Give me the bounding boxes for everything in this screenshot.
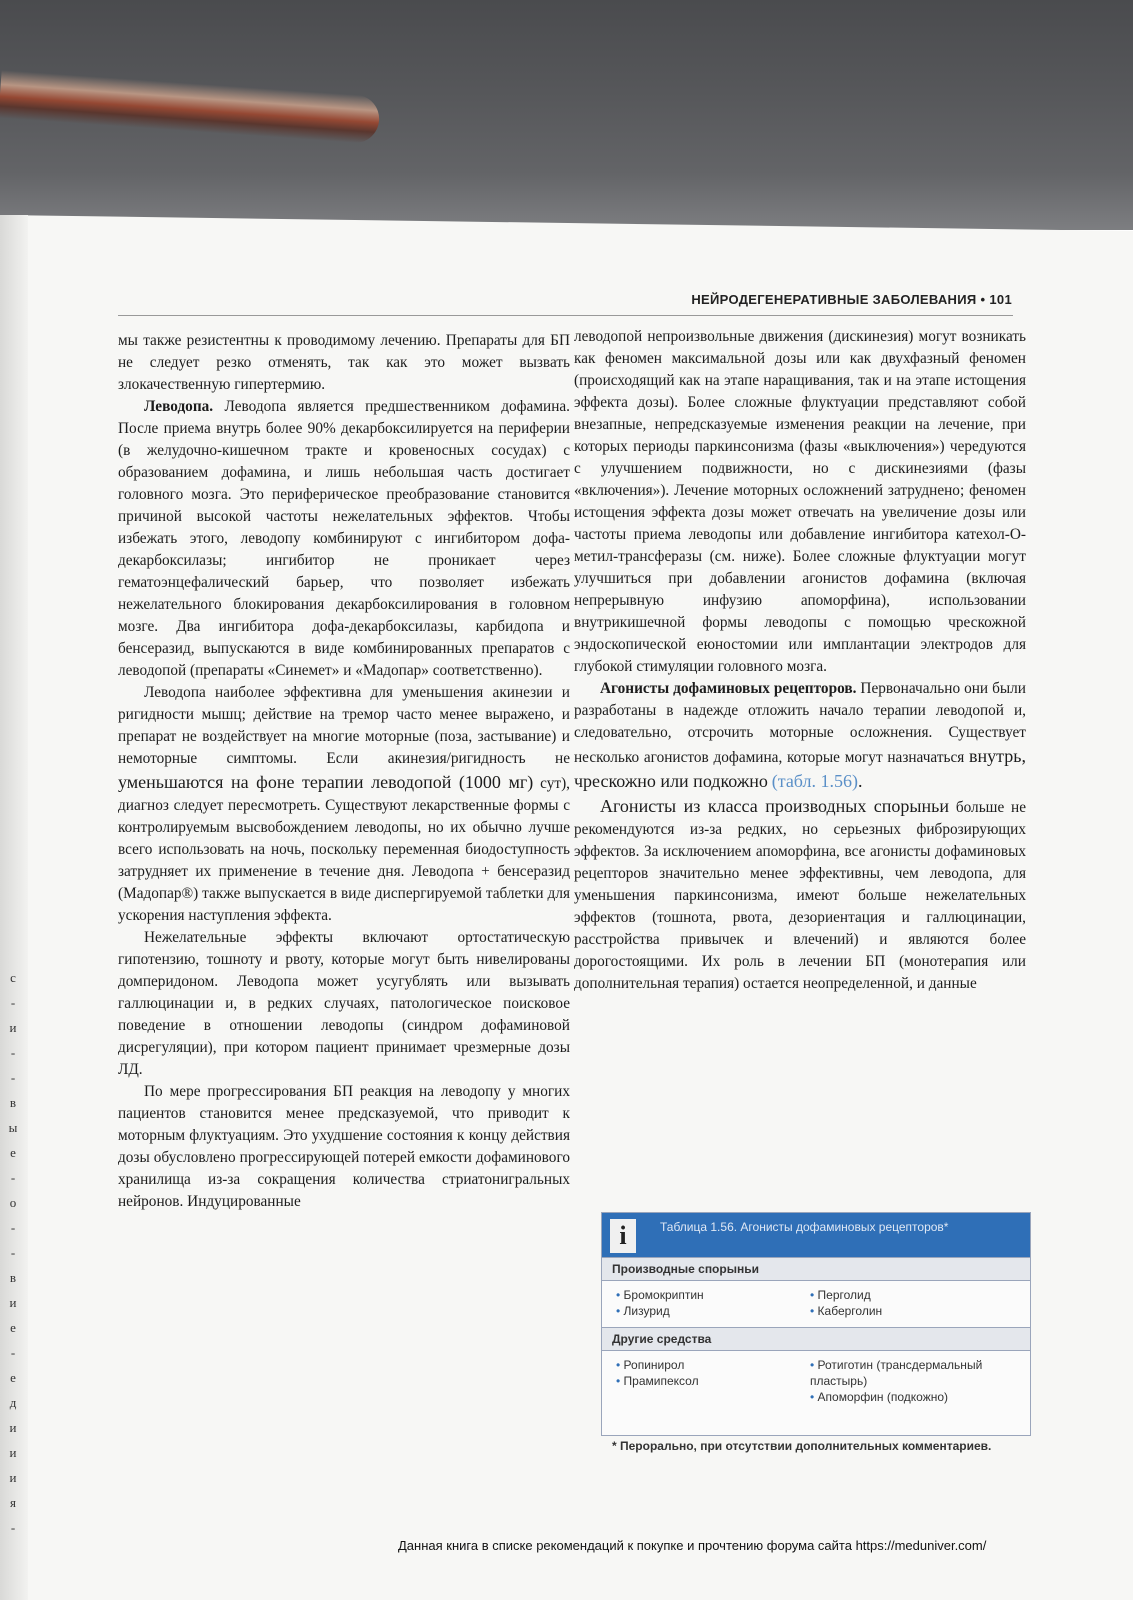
edge-letter: - <box>10 1220 16 1235</box>
edge-letter: е <box>10 1370 16 1385</box>
edge-letter: в <box>9 1095 17 1110</box>
enlarged-text: внутрь, чрескожно или подкожно <box>574 746 1026 791</box>
table-item: • Бромокриптин <box>616 1287 810 1303</box>
header-separator: • <box>980 292 986 307</box>
edge-letter: - <box>10 1045 16 1060</box>
edge-letter: - <box>10 995 16 1010</box>
punctuation: . <box>858 771 863 791</box>
edge-letter: - <box>10 1070 16 1085</box>
enlarged-text: уменьшаются на фоне терапии леводопой (1000 мг) <box>118 772 534 792</box>
header-title: НЕЙРОДЕГЕНЕРАТИВНЫЕ ЗАБОЛЕВАНИЯ <box>691 292 977 307</box>
paragraph: леводопой непроизвольные движения (дискинезия) могут возникать как феномен максимальной дозы или как двухфазный феномен (происходящий как на этапе наращивания, так и на этапе истощения эффекта дозы). Более сложные флуктуации представляют собой внезапные, непредсказуемые изменения реакции на лечение, при которых периоды паркинсонизма (фазы «выключения») чередуются с улучшением подвижности, но с дискинезиями (фазы «включения»). Лечение моторных осложнений затруднено; феномен истощения эффекта дозы может отвечать на увеличение дозы или частоты приема леводопы или добавление ингибитора катехол-О-метил-трансферазы (см. ниже). Более сложные флуктуации могут улучшиться при добавлении агонистов дофамина (включая непрерывную инфузию апоморфина), использовании внутрикишечной формы леводопы с помощью чрескожной эндоскопической еюностомии или имплантации электродов для глубокой стимуляции головного мозга. <box>574 328 1026 675</box>
paragraph: По мере прогрессирования БП реакция на леводопу у многих пациентов становится менее предсказуемой, что приводит к моторным флуктуациям. Это ухудшение состояния к концу действия дозы обусловлено прогрессирующей потерей емкости дофаминового хранилища из-за сокращения количества стриатонигральных нейронов. Индуцированные <box>118 1083 570 1210</box>
edge-letter: д <box>9 1395 17 1410</box>
section-heading: Агонисты дофаминовых рецепторов. <box>600 680 857 697</box>
edge-letter: с <box>10 970 16 985</box>
table-footnote: * Перорально, при отсутствии дополнительных комментариев. <box>612 1439 992 1453</box>
running-header <box>640 292 1012 307</box>
paragraph-text: сут), диагноз следует пересмотреть. Существуют лекарственные формы с контролируемым высвобождением леводопы, но их обычно лучше всего использовать на ночь, поскольку переменная биодоступность затрудняет их применение в течение дня. Леводопа + бенсеразид (Мадопар®) также выпускается в виде диспергируемой таблетки для ускорения наступления эффекта. <box>118 775 571 924</box>
edge-letter: и <box>9 1295 17 1310</box>
edge-letter: о <box>9 1195 17 1210</box>
info-icon: i <box>610 1219 636 1253</box>
edge-letter: и <box>9 1445 17 1460</box>
info-table <box>601 1212 1031 1436</box>
left-edge-letters <box>6 965 20 1540</box>
table-item: • Апоморфин (подкожно) <box>810 1389 1020 1405</box>
site-footer-note: Данная книга в списке рекомендаций к покупке и прочтению форума сайта https://meduniver.com/ <box>398 1538 987 1553</box>
table-row <box>602 1281 1030 1327</box>
paragraph-text: больше не рекомендуются из-за редких, но серьезных фиброзирующих эффектов. За исключением апоморфина, все агонисты дофаминовых рецепторов значительно менее эффективны, чем леводопа, для уменьшения паркинсонизма, имеют больше нежелательных эффектов (тошнота, рвота, дезориентация и галлюцинации, расстройства привычек и влечений) и являются более дорогостоящими. Их роль в лечении БП (монотерапия или дополнительная терапия) остается неопределенной, и данные <box>574 799 1027 992</box>
table-header <box>602 1213 1030 1257</box>
header-rule <box>118 315 1013 316</box>
paragraph: мы также резистентны к проводимому лечению. Препараты для БП не следует резко отменять, так как это может вызвать злокачественную гипертермию. <box>118 332 570 393</box>
paragraph: Нежелательные эффекты включают ортостатическую гипотензию, тошноту и рвоту, которые могут быть нивелированы домперидоном. Леводопа может усугублять или вызывать галлюцинации и, в редких случаях, патологическое поисковое поведение в отношении леводопы (синдром дофаминовой дисрегуляции), при котором пациент принимает чрезмерные дозы ЛД. <box>118 929 570 1078</box>
table-item: • Прамипексол <box>616 1373 810 1389</box>
edge-letter: и <box>9 1470 17 1485</box>
table-section-heading: Производные спорыньи <box>602 1257 1030 1281</box>
table-item: • Ропинирол <box>616 1357 810 1373</box>
table-item: • Перголид <box>810 1287 1020 1303</box>
page-number: 101 <box>989 292 1012 307</box>
edge-letter: - <box>10 1520 16 1535</box>
edge-letter: е <box>10 1145 16 1160</box>
edge-letter: и <box>9 1020 17 1035</box>
paragraph <box>118 682 570 927</box>
paragraph-text: Леводопа является предшественником дофамина. После приема внутрь более 90% декарбоксилируется на периферии (в желудочно-кишечном тракте и кровеносных сосудах) с образованием дофамина, и лишь небольшая часть достигает головного мозга. Это периферическое преобразование становится причиной высокой частоты нежелательных эффектов. Чтобы избежать этого, леводопу комбинируют с ингибитором дофа-декарбоксилазы; ингибитор не проникает через гематоэнцефалический барьер, что позволяет избежать нежелательного блокирования декарбоксилирования в головном мозге. Два ингибитора дофа-декарбоксилазы, карбидопа и бенсеразид, выпускаются в виде комбинированных препаратов с леводопой (препараты «Синемет» и «Мадопар» соответственно). <box>118 398 570 679</box>
paragraph <box>118 396 570 682</box>
table-title: Таблица 1.56. Агонисты дофаминовых рецепторов* <box>660 1220 949 1234</box>
edge-letter: - <box>10 1170 16 1185</box>
edge-letter: е <box>10 1320 16 1335</box>
edge-letter: и <box>9 1420 17 1435</box>
left-column <box>118 330 570 1213</box>
enlarged-text: Агонисты из класса производных спорыньи <box>600 796 950 816</box>
edge-letter: - <box>10 1345 16 1360</box>
paragraph <box>574 678 1026 794</box>
table-item: • Лизурид <box>616 1303 810 1319</box>
paragraph <box>574 794 1026 995</box>
section-heading: Леводопа. <box>144 398 214 415</box>
edge-letter: в <box>9 1270 17 1285</box>
edge-letter: я <box>10 1495 16 1510</box>
table-section-heading: Другие средства <box>602 1327 1030 1351</box>
paragraph-text: Леводопа наиболее эффективна для уменьшения акинезии и ригидности мышц; действие на тремор часто менее выражено, и препарат не воздействует на многие моторные (поза, застывание) и немоторные симптомы. Если акинезия/ригидность не <box>118 684 570 767</box>
paragraph-text: Первоначально они были разработаны в надежде отложить начало терапии леводопой и, следовательно, отсрочить моторные осложнения. Существует несколько агонистов дофамина, которые могут назначаться <box>574 680 1026 766</box>
edge-letter: - <box>10 1245 16 1260</box>
table-item: • Ротиготин (трансдермальный пластырь) <box>810 1357 1020 1389</box>
table-row <box>602 1351 1030 1413</box>
table-reference-link[interactable]: (табл. 1.56) <box>771 771 858 791</box>
right-column <box>574 326 1026 995</box>
edge-letter: ы <box>8 1120 18 1135</box>
table-item: • Каберголин <box>810 1303 1020 1319</box>
